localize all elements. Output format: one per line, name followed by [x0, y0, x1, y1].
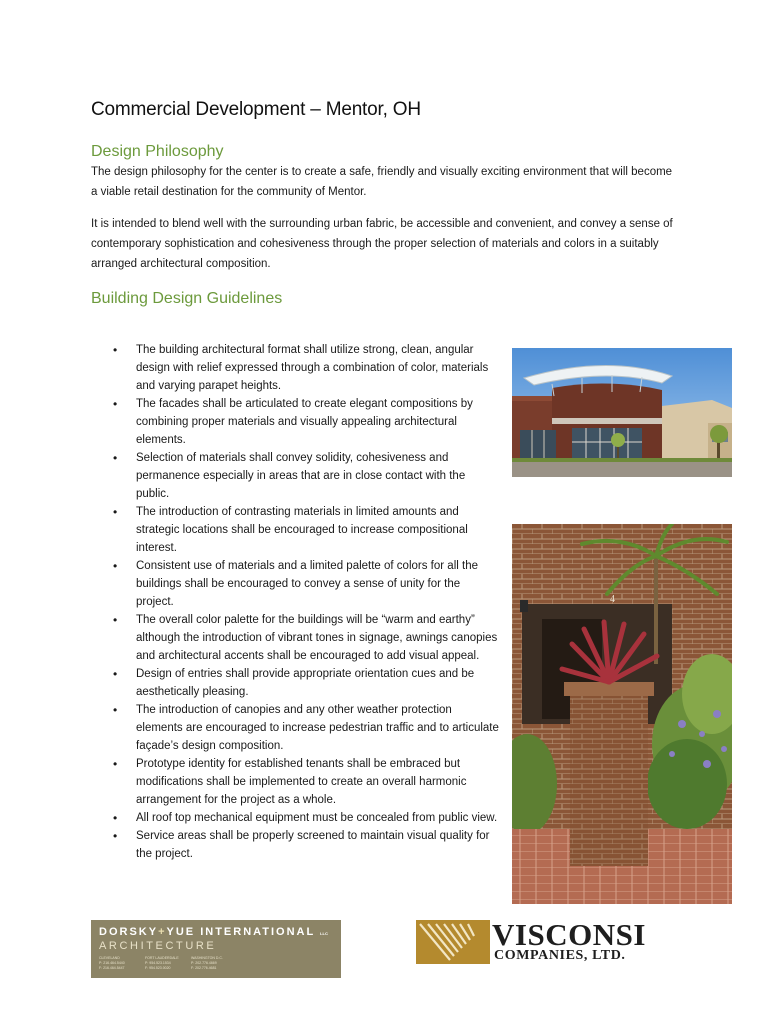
planter-photo	[512, 524, 732, 904]
office-block: FORT LAUDERDALE P: 954.523.1534 F: 954.523.0020	[145, 956, 179, 970]
developer-logo	[416, 917, 646, 968]
list-item: • Consistent use of materials and a limited palette of colors for all the buildings shall be encouraged to convey a sense of unity for the project.	[111, 557, 501, 611]
guidelines-list	[111, 341, 501, 863]
list-item: • The building architectural format shall utilize strong, clean, angular design with relief expressed through a combination of color, materials and varying parapet heights.	[111, 341, 501, 395]
office-block: CLEVELAND P: 216.464.5440 F: 216.464.5447	[99, 956, 125, 970]
list-item: • Selection of materials shall convey solidity, cohesiveness and permanence especially in areas that are in close contact with the public.	[111, 449, 501, 503]
document-title: Commercial Development – Mentor, OH	[91, 99, 421, 120]
list-item: • The introduction of canopies and any other weather protection elements are encouraged to increase pedestrian traffic and to articulate façade’s design composition.	[111, 701, 501, 755]
architect-logo	[91, 920, 341, 978]
guidelines-heading: Building Design Guidelines	[91, 290, 283, 307]
building-illustration	[512, 348, 732, 477]
list-item: • The facades shall be articulated to create elegant compositions by combining proper materials and visually appealing architectural elements.	[111, 395, 501, 449]
visconsi-name: VISCONSI	[492, 917, 646, 952]
building-photo	[512, 348, 732, 477]
architect-offices	[99, 956, 227, 971]
list-item: • Prototype identity for established tenants shall be embraced but modifications shall be implemented to create an overall harmonic arrangement for the project as a whole.	[111, 755, 501, 809]
architect-logo-name: DORSKY+YUE INTERNATIONAL LLC	[99, 926, 328, 938]
architect-logo-subtitle: ARCHITECTURE	[99, 940, 217, 952]
visconsi-mark-icon	[416, 920, 490, 964]
visconsi-subtitle: COMPANIES, LTD.	[494, 948, 626, 963]
design-philosophy-heading: Design Philosophy	[91, 143, 224, 160]
list-item: • All roof top mechanical equipment must be concealed from public view.	[111, 809, 501, 827]
list-item: • Service areas shall be properly screened to maintain visual quality for the project.	[111, 827, 501, 863]
list-item: • Design of entries shall provide appropriate orientation cues and be aesthetically pleasing.	[111, 665, 501, 701]
list-item: • The introduction of contrasting materials in limited amounts and strategic locations shall be encouraged to increase compositional interest.	[111, 503, 501, 557]
philosophy-paragraph-2: It is intended to blend well with the surrounding urban fabric, be accessible and convenient, and convey a sense of contemporary sophistication and cohesiveness through the proper selection of materials and colors in a suitably arranged architectural composition.	[91, 218, 673, 270]
office-block: WASHINGTON D.C. P: 202.776.4669 F: 202.776.4681	[191, 956, 223, 970]
planter-illustration	[512, 524, 732, 904]
philosophy-paragraph-1: The design philosophy for the center is to create a safe, friendly and visually exciting environment that will become a viable retail destination for the community of Mentor.	[91, 166, 673, 198]
list-item: • The overall color palette for the buildings will be “warm and earthy” although the introduction of vibrant tones in signage, awnings canopies and architectural accents shall be encouraged to add visual appeal.	[111, 611, 501, 665]
planter-address-number: 4	[610, 594, 615, 605]
